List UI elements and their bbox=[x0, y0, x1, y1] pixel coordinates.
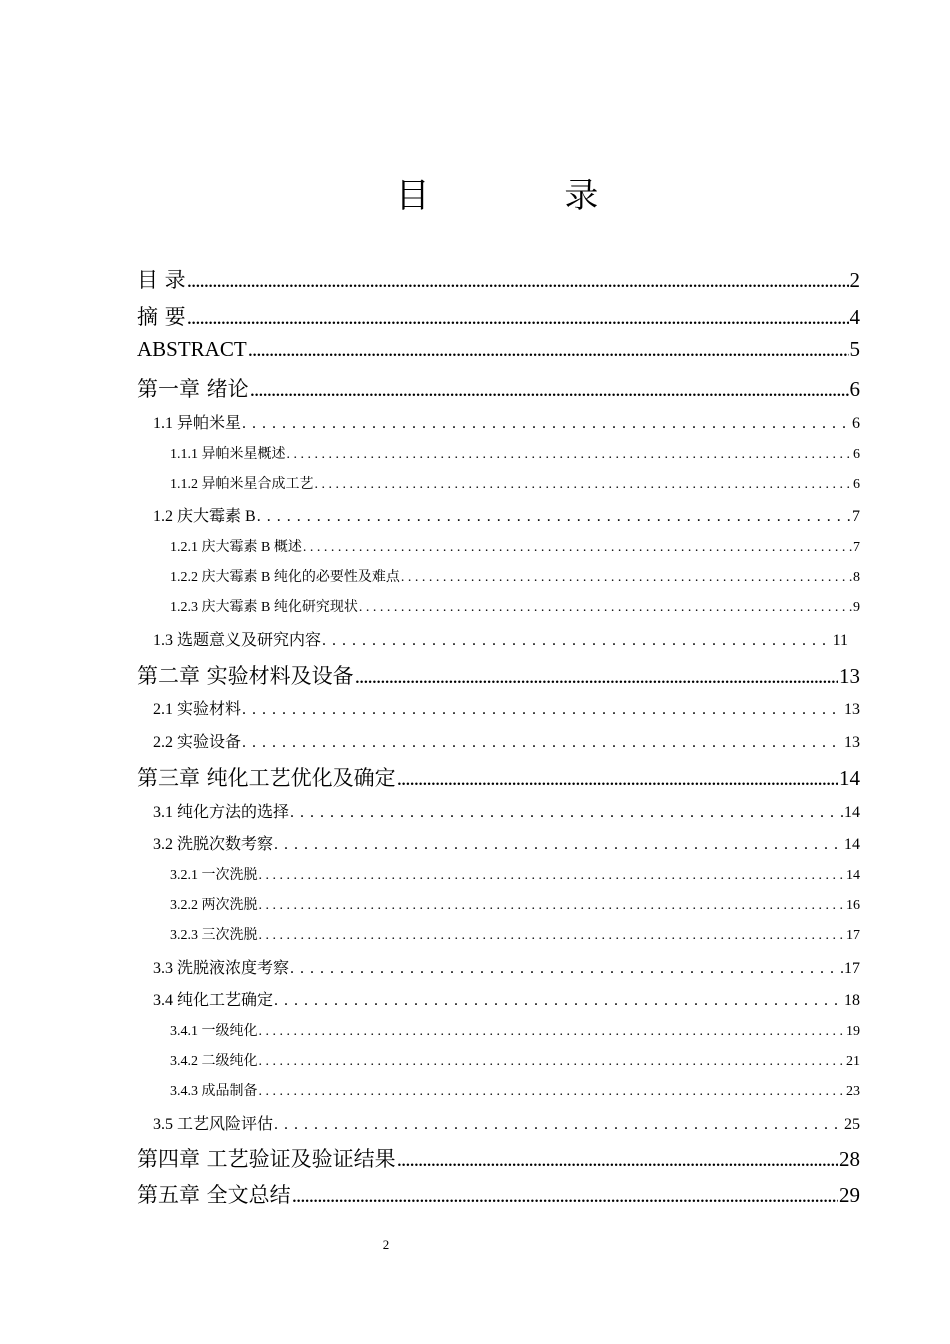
toc-leader bbox=[292, 1183, 838, 1208]
toc-leader bbox=[242, 415, 851, 433]
toc-entry[interactable] bbox=[170, 1080, 860, 1100]
toc-entry-label: 1.1.1 异帕米星概述 bbox=[170, 447, 286, 462]
toc-entry[interactable] bbox=[153, 1111, 860, 1134]
toc-entry-label: ABSTRACT bbox=[137, 337, 247, 361]
toc-entry-label: 1.2 庆大霉素 B bbox=[153, 508, 256, 525]
toc-entry-page: 19 bbox=[846, 1024, 860, 1039]
toc-leader bbox=[187, 268, 849, 293]
toc-leader bbox=[315, 477, 853, 493]
toc-leader bbox=[355, 664, 838, 689]
toc-entry[interactable] bbox=[170, 864, 860, 884]
toc-leader bbox=[274, 992, 843, 1010]
toc-entry-page: 25 bbox=[844, 1116, 860, 1133]
toc-entry[interactable] bbox=[170, 894, 860, 914]
toc-entry-page: 17 bbox=[844, 960, 860, 977]
toc-entry-page: 17 bbox=[846, 928, 860, 943]
toc-entry-label: 2.2 实验设备 bbox=[153, 734, 242, 751]
toc-entry[interactable] bbox=[170, 566, 860, 586]
toc-entry-page: 6 bbox=[852, 415, 860, 432]
toc-entry-page: 13 bbox=[844, 734, 860, 751]
toc-entry[interactable] bbox=[153, 987, 860, 1010]
toc-entry-page: 9 bbox=[853, 600, 860, 615]
toc-leader bbox=[259, 1084, 846, 1100]
toc-leader bbox=[397, 766, 838, 791]
toc-entry-page: 28 bbox=[839, 1147, 860, 1171]
toc-entry-page: 4 bbox=[849, 305, 860, 329]
toc-entry-label: 3.2 洗脱次数考察 bbox=[153, 836, 274, 853]
toc-entry[interactable] bbox=[153, 503, 860, 526]
page-number: 2 bbox=[382, 1237, 390, 1252]
toc-entry[interactable] bbox=[137, 373, 860, 403]
toc-entry-label: 2.1 实验材料 bbox=[153, 701, 242, 718]
toc-entry-label: 1.2.2 庆大霉素 B 纯化的必要性及难点 bbox=[170, 570, 400, 585]
toc-leader bbox=[274, 1116, 843, 1134]
toc-entry-page: 5 bbox=[849, 337, 860, 361]
toc-entry[interactable] bbox=[153, 410, 860, 433]
toc-leader bbox=[242, 734, 843, 752]
toc-leader bbox=[287, 447, 853, 463]
toc-entry[interactable] bbox=[170, 596, 860, 616]
toc-entry[interactable] bbox=[137, 1179, 860, 1209]
toc-entry[interactable] bbox=[137, 264, 860, 294]
toc-entry-page: 11 bbox=[832, 632, 848, 649]
toc-entry-label: 第三章 纯化工艺优化及确定 bbox=[137, 766, 396, 790]
toc-leader bbox=[187, 305, 849, 330]
toc-entry-page: 6 bbox=[853, 447, 860, 462]
toc-entry-label: 目 录 bbox=[137, 268, 186, 292]
toc-leader bbox=[359, 600, 852, 616]
toc-entry[interactable] bbox=[137, 301, 860, 331]
toc-entry-label: 第四章 工艺验证及验证结果 bbox=[137, 1147, 396, 1171]
toc-entry-page: 13 bbox=[839, 664, 860, 688]
toc-leader bbox=[259, 1024, 846, 1040]
toc-entry-label: 3.5 工艺风险评估 bbox=[153, 1116, 274, 1133]
toc-leader bbox=[274, 836, 843, 854]
toc-entry-label: 1.2.3 庆大霉素 B 纯化研究现状 bbox=[170, 600, 358, 615]
toc-entry-page: 2 bbox=[849, 268, 860, 292]
toc-entry-page: 13 bbox=[844, 701, 860, 718]
toc-entry-label: 1.1 异帕米星 bbox=[153, 415, 242, 432]
toc-entry[interactable] bbox=[170, 1050, 860, 1070]
toc-entry-label: 3.1 纯化方法的选择 bbox=[153, 804, 290, 821]
toc-entry-label: 摘 要 bbox=[137, 305, 186, 329]
toc-entry[interactable] bbox=[170, 536, 860, 556]
toc-entry-label: 3.4.1 一级纯化 bbox=[170, 1024, 258, 1039]
toc-entry-page: 8 bbox=[853, 570, 860, 585]
toc-leader bbox=[248, 337, 849, 362]
page-title: 目 录 bbox=[395, 176, 661, 216]
toc-entry-page: 14 bbox=[844, 836, 860, 853]
toc-entry-page: 6 bbox=[853, 477, 860, 492]
toc-leader bbox=[290, 960, 843, 978]
toc-entry-page: 14 bbox=[844, 804, 860, 821]
toc-leader bbox=[257, 508, 851, 526]
toc-entry-page: 14 bbox=[839, 766, 860, 790]
toc-entry[interactable] bbox=[153, 831, 860, 854]
toc-entry-label: 1.3 选题意义及研究内容 bbox=[153, 632, 322, 649]
toc-entry-label: 第五章 全文总结 bbox=[137, 1183, 291, 1207]
toc-entry-page: 21 bbox=[846, 1054, 860, 1069]
toc-entry-page: 6 bbox=[849, 377, 860, 401]
toc-leader bbox=[401, 570, 852, 586]
toc-entry[interactable] bbox=[170, 443, 860, 463]
toc-entry-label: 第一章 绪论 bbox=[137, 377, 249, 401]
toc-entry-label: 3.4 纯化工艺确定 bbox=[153, 992, 274, 1009]
toc-leader bbox=[259, 868, 846, 884]
toc-entry-page: 14 bbox=[846, 868, 860, 883]
toc-entry-label: 3.2.3 三次洗脱 bbox=[170, 928, 258, 943]
toc-entry-label: 1.2.1 庆大霉素 B 概述 bbox=[170, 540, 302, 555]
toc-entry[interactable] bbox=[170, 924, 860, 944]
toc-entry[interactable] bbox=[153, 955, 860, 978]
toc-entry[interactable] bbox=[137, 337, 860, 362]
toc-leader bbox=[322, 632, 832, 650]
toc-entry-page: 7 bbox=[852, 508, 860, 525]
toc-entry-label: 3.3 洗脱液浓度考察 bbox=[153, 960, 290, 977]
toc-entry-label: 1.1.2 异帕米星合成工艺 bbox=[170, 477, 314, 492]
toc-entry[interactable] bbox=[153, 627, 848, 650]
toc-entry[interactable] bbox=[153, 799, 860, 822]
toc-entry[interactable] bbox=[153, 696, 860, 719]
toc-entry[interactable] bbox=[170, 1020, 860, 1040]
toc-entry-label: 3.2.2 两次洗脱 bbox=[170, 898, 258, 913]
toc-entry-label: 3.4.3 成品制备 bbox=[170, 1084, 258, 1099]
toc-entry[interactable] bbox=[137, 762, 860, 792]
toc-entry-page: 7 bbox=[853, 540, 860, 555]
toc-leader bbox=[303, 540, 852, 556]
toc-entry-label: 3.2.1 一次洗脱 bbox=[170, 868, 258, 883]
toc-leader bbox=[259, 898, 846, 914]
toc-entry[interactable] bbox=[137, 1143, 860, 1173]
toc-leader bbox=[290, 804, 843, 822]
toc-leader bbox=[259, 928, 846, 944]
toc-entry-page: 29 bbox=[839, 1183, 860, 1207]
toc-leader bbox=[242, 701, 843, 719]
toc-leader bbox=[397, 1147, 838, 1172]
toc-entry-page: 18 bbox=[844, 992, 860, 1009]
toc-entry-label: 第二章 实验材料及设备 bbox=[137, 664, 354, 688]
toc-entry-page: 23 bbox=[846, 1084, 860, 1099]
toc-entry[interactable] bbox=[137, 660, 860, 690]
toc-entry[interactable] bbox=[170, 473, 860, 493]
toc-entry-label: 3.4.2 二级纯化 bbox=[170, 1054, 258, 1069]
toc-leader bbox=[259, 1054, 846, 1070]
toc-entry[interactable] bbox=[153, 729, 860, 752]
toc-entry-page: 16 bbox=[846, 898, 860, 913]
toc-leader bbox=[250, 377, 849, 402]
